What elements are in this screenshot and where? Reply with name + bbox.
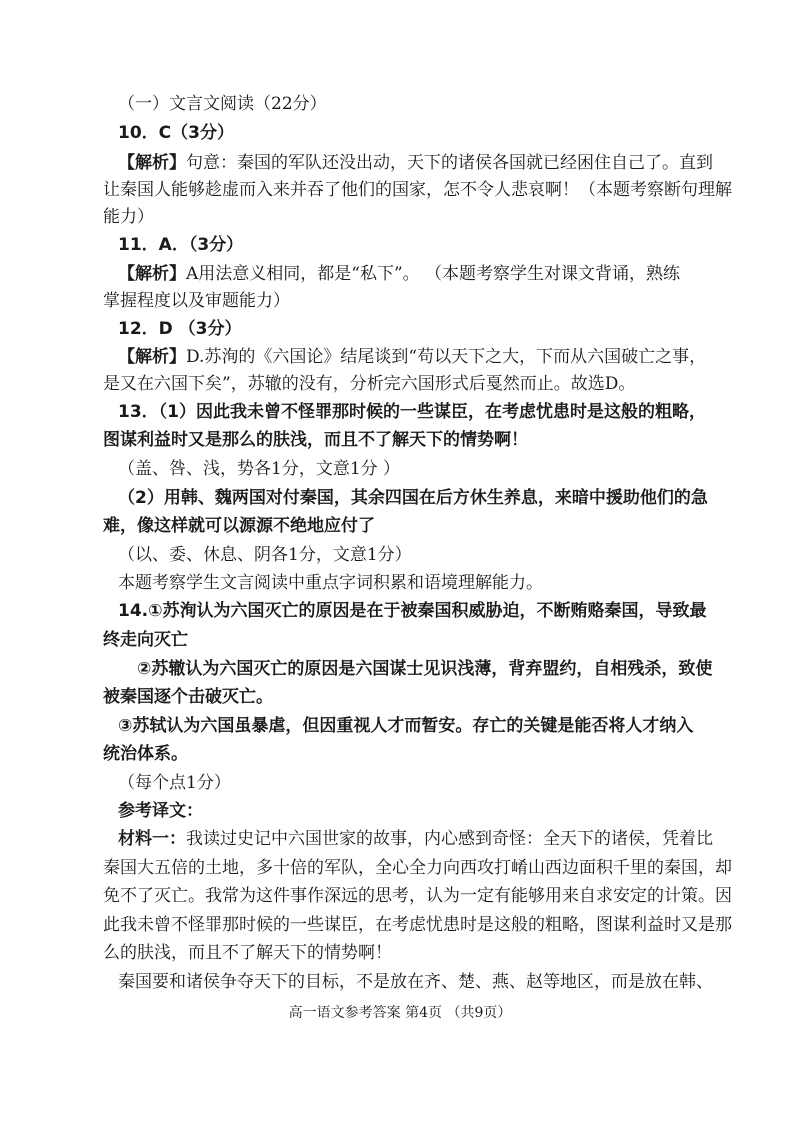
q14-point-1-line-1: 14.①苏洵认为六国灭亡的原因是在于被秦国积威胁迫，不断贿赂秦国，导致最 bbox=[118, 601, 707, 621]
translation-line-4: 此我未曾不怪罪那时候的一些谋臣，在考虑忧患时是这般的粗略，图谋利益时又是那 bbox=[103, 915, 732, 935]
q11-analysis-line-1: 【解析】A用法意义相同，都是“私下”。 （本题考察学生对课文背诵，熟练 bbox=[118, 264, 681, 284]
q13-scoring-1: （盖、咎、浅，势各1分，文意1分 ） bbox=[118, 459, 401, 479]
q13-answer-2-line-2: 难，像这样就可以源源不绝地应付了 bbox=[103, 516, 375, 536]
q10-analysis-line-1: 【解析】句意：秦国的军队还没出动，天下的诸侯各国就已经困住自己了。直到 bbox=[118, 153, 713, 173]
q10-analysis-line-3: 能力） bbox=[103, 207, 154, 227]
q13-answer-2-line-1: （2）用韩、魏两国对付秦国，其余四国在后方休生养息，来暗中援助他们的急 bbox=[118, 488, 708, 508]
translation-line-6: 秦国要和诸侯争夺天下的目标，不是放在齐、楚、燕、赵等地区，而是放在韩、 bbox=[118, 972, 713, 992]
q13-answer-1-line-2: 图谋利益时又是那么的肤浅，而且不了解天下的情势啊！ bbox=[103, 430, 528, 450]
section-title: （一）文言文阅读（22分） bbox=[118, 94, 327, 114]
analysis-tag: 【解析】 bbox=[118, 153, 186, 173]
translation-line-3: 免不了灭亡。我常为这件事作深远的思考，认为一定有能够用来自求安定的计策。因 bbox=[103, 886, 732, 906]
q14-point-2-line-1: ②苏辙认为六国灭亡的原因是六国谋士见识浅薄，背弃盟约，自相残杀，致使 bbox=[137, 659, 713, 679]
analysis-tag: 【解析】 bbox=[118, 264, 186, 284]
q14-point-1-line-2: 终走向灭亡 bbox=[103, 630, 188, 650]
material-one-tag: 材料一： bbox=[118, 829, 186, 849]
q14-point-2-line-2: 被秦国逐个击破灭亡。 bbox=[103, 687, 273, 707]
translation-heading: 参考译文： bbox=[118, 801, 203, 821]
translation-line-1: 材料一：我读过史记中六国世家的故事，内心感到奇怪：全天下的诸侯，凭着比 bbox=[118, 829, 713, 849]
q13-scoring-2: （以、委、休息、阴各1分，文意1分） bbox=[118, 545, 412, 565]
translation-line-5: 么的肤浅，而且不了解天下的情势啊！ bbox=[103, 943, 392, 963]
q11-heading: 11．A．（3分） bbox=[118, 235, 244, 255]
page-footer: 高一语文参考答案 第4页 （共9页） bbox=[288, 1005, 512, 1021]
q14-point-3-line-1: ③苏轼认为六国虽暴虐，但因重视人才而暂安。存亡的关键是能否将人才纳入 bbox=[118, 716, 694, 736]
q14-point-3-line-2: 统治体系。 bbox=[103, 744, 188, 764]
q12-heading: 12．D （3分） bbox=[118, 319, 242, 339]
q11-analysis-line-2: 掌握程度以及审题能力） bbox=[103, 291, 290, 311]
q13-answer-1-line-1: 13．（1）因此我未曾不怪罪那时候的一些谋臣，在考虑忧患时是这般的粗略， bbox=[118, 402, 706, 422]
q14-scoring: （每个点1分） bbox=[118, 773, 231, 793]
q10-analysis-line-2: 让秦国人能够趁虚而入来并吞了他们的国家，怎不令人悲哀啊！（本题考察断句理解 bbox=[103, 180, 732, 200]
q12-analysis-line-1: 【解析】D.苏洵的《六国论》结尾谈到“苟以天下之大，下而从六国破亡之事， bbox=[118, 347, 707, 367]
q10-heading: 10．C（3分） bbox=[118, 123, 234, 143]
q12-analysis-line-2: 是又在六国下矣”，苏辙的没有，分析完六国形式后戛然而止。故选D。 bbox=[103, 374, 636, 394]
translation-line-2: 秦国大五倍的土地，多十倍的军队，全心全力向西攻打崤山西边面积千里的秦国，却 bbox=[103, 858, 732, 878]
analysis-tag: 【解析】 bbox=[118, 347, 186, 367]
q13-note: 本题考察学生文言阅读中重点字词积累和语境理解能力。 bbox=[118, 573, 543, 593]
